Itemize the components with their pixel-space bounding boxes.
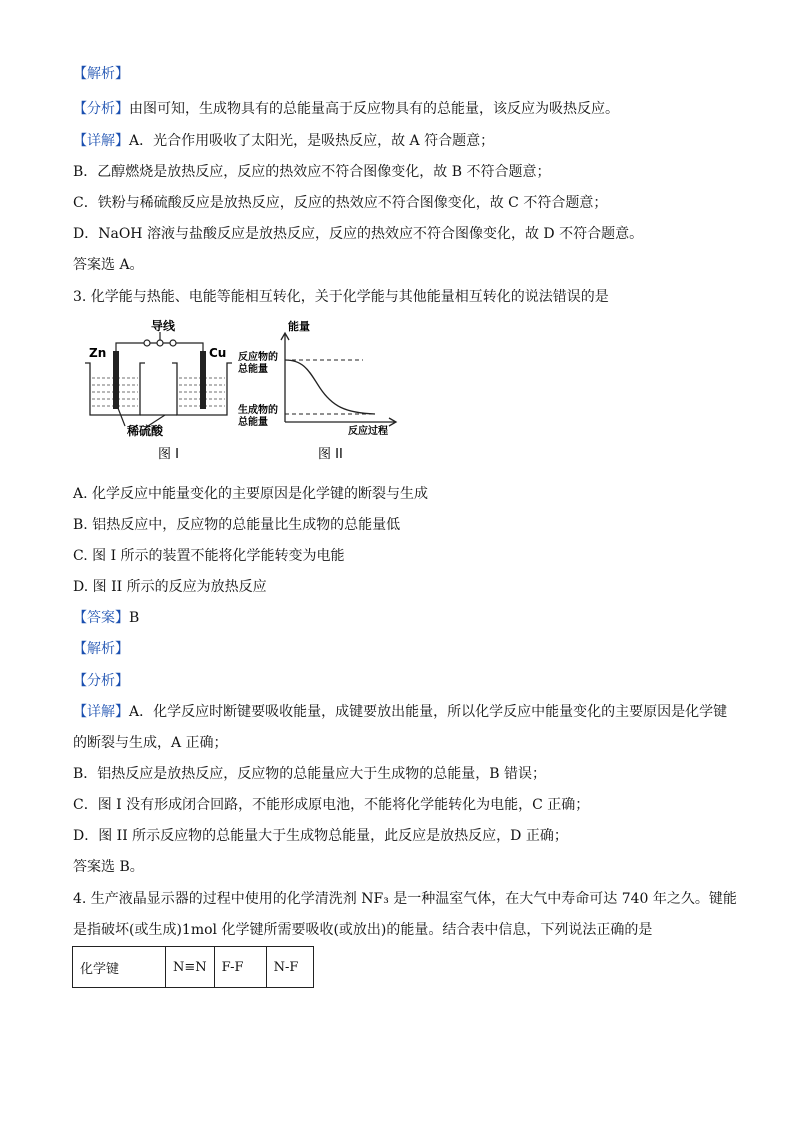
analysis-line-2: 【分析】 (73, 673, 129, 689)
cu-electrode (200, 351, 206, 409)
wire-label: 导线 (151, 319, 176, 333)
figure-svg (80, 318, 410, 468)
analysis-line: 【分析】由图可知，生成物具有的总能量高于反应物具有的总能量，该反应为吸热反应。 (73, 101, 619, 117)
answer-key: 【答案】B (73, 610, 140, 626)
question-4-line-1: 4. 生产液晶显示器的过程中使用的化学清洗剂 NF₃ 是一种温室气体，在大气中寿命可达 740 年之久。键能 (73, 891, 737, 907)
table-cell: N≡N (166, 947, 215, 988)
detail-line-2-b: B．铝热反应是放热反应，反应物的总能量应大于生成物的总能量，B 错误； (73, 766, 547, 782)
wire (116, 332, 203, 426)
reactant-energy-label-1: 反应物的 (238, 352, 278, 363)
option-c: C. 图 I 所示的装置不能将化学能转变为电能 (73, 548, 345, 564)
zn-label: Zn (89, 346, 107, 360)
answer-line-2: 答案选 B。 (73, 859, 144, 875)
figure-2-axes (281, 333, 396, 426)
detail-line-d: D．NaOH 溶液与盐酸反应是放热反应，反应的热效应不符合图像变化，故 D 不符合题意。 (73, 226, 644, 242)
figure-2-caption: 图 II (318, 447, 343, 462)
bond-energy-table (72, 946, 314, 988)
detail-line-2-cont: 的断裂与生成，A 正确； (73, 735, 228, 751)
option-b: B. 铝热反应中，反应物的总能量比生成物的总能量低 (73, 517, 401, 533)
zn-electrode (113, 351, 119, 409)
detail-line-2-d: D．图 II 所示反应物的总能量大于生成物总能量，此反应是放热反应，D 正确； (73, 828, 568, 844)
detail-line: 【详解】A．光合作用吸收了太阳光，是吸热反应，故 A 符合题意； (73, 133, 495, 149)
product-energy-label-2: 总能量 (238, 417, 268, 428)
question-4-line-2: 是指破坏(或生成)1mol 化学键所需要吸收(或放出)的能量。结合表中信息，下列说法正确的是 (73, 922, 653, 938)
table-cell: 化学键 (73, 947, 166, 988)
detail-line-2-c: C．图 I 没有形成闭合回路，不能形成原电池，不能将化学能转化为电能，C 正确； (73, 797, 590, 813)
reactant-energy-label-2: 总能量 (238, 364, 268, 375)
detail-line-c: C．铁粉与稀硫酸反应是放热反应，反应的热效应不符合图像变化，故 C 不符合题意； (73, 195, 608, 211)
analysis-heading-2: 【解析】 (73, 641, 129, 657)
option-a: A. 化学反应中能量变化的主要原因是化学键的断裂与生成 (73, 486, 429, 502)
table-cell: F-F (214, 947, 266, 988)
answer-line: 答案选 A。 (73, 257, 144, 273)
detail-line-b: B．乙醇燃烧是放热反应，反应的热效应不符合图像变化，故 B 不符合题意； (73, 164, 551, 180)
cu-label: Cu (209, 346, 227, 360)
energy-curve (285, 360, 375, 414)
energy-axis-label: 能量 (288, 320, 310, 333)
figure-1-caption: 图 I (158, 447, 179, 462)
question-3-figure (80, 318, 410, 468)
table-row (73, 947, 314, 988)
acid-label: 稀硫酸 (127, 424, 164, 438)
process-axis-label: 反应过程 (348, 426, 388, 437)
energy-levels (285, 360, 375, 414)
analysis-heading: 【解析】 (73, 66, 129, 82)
question-3: 3. 化学能与热能、电能等能相互转化，关于化学能与其他能量相互转化的说法错误的是 (73, 289, 609, 305)
product-energy-label-1: 生成物的 (238, 405, 278, 416)
table-cell: N-F (266, 947, 313, 988)
detail-line-2: 【详解】A．化学反应时断键要吸收能量，成键要放出能量，所以化学反应中能量变化的主要原因是化学键 (73, 704, 728, 720)
option-d: D. 图 II 所示的反应为放热反应 (73, 579, 267, 595)
figure-1-beakers (85, 363, 232, 415)
